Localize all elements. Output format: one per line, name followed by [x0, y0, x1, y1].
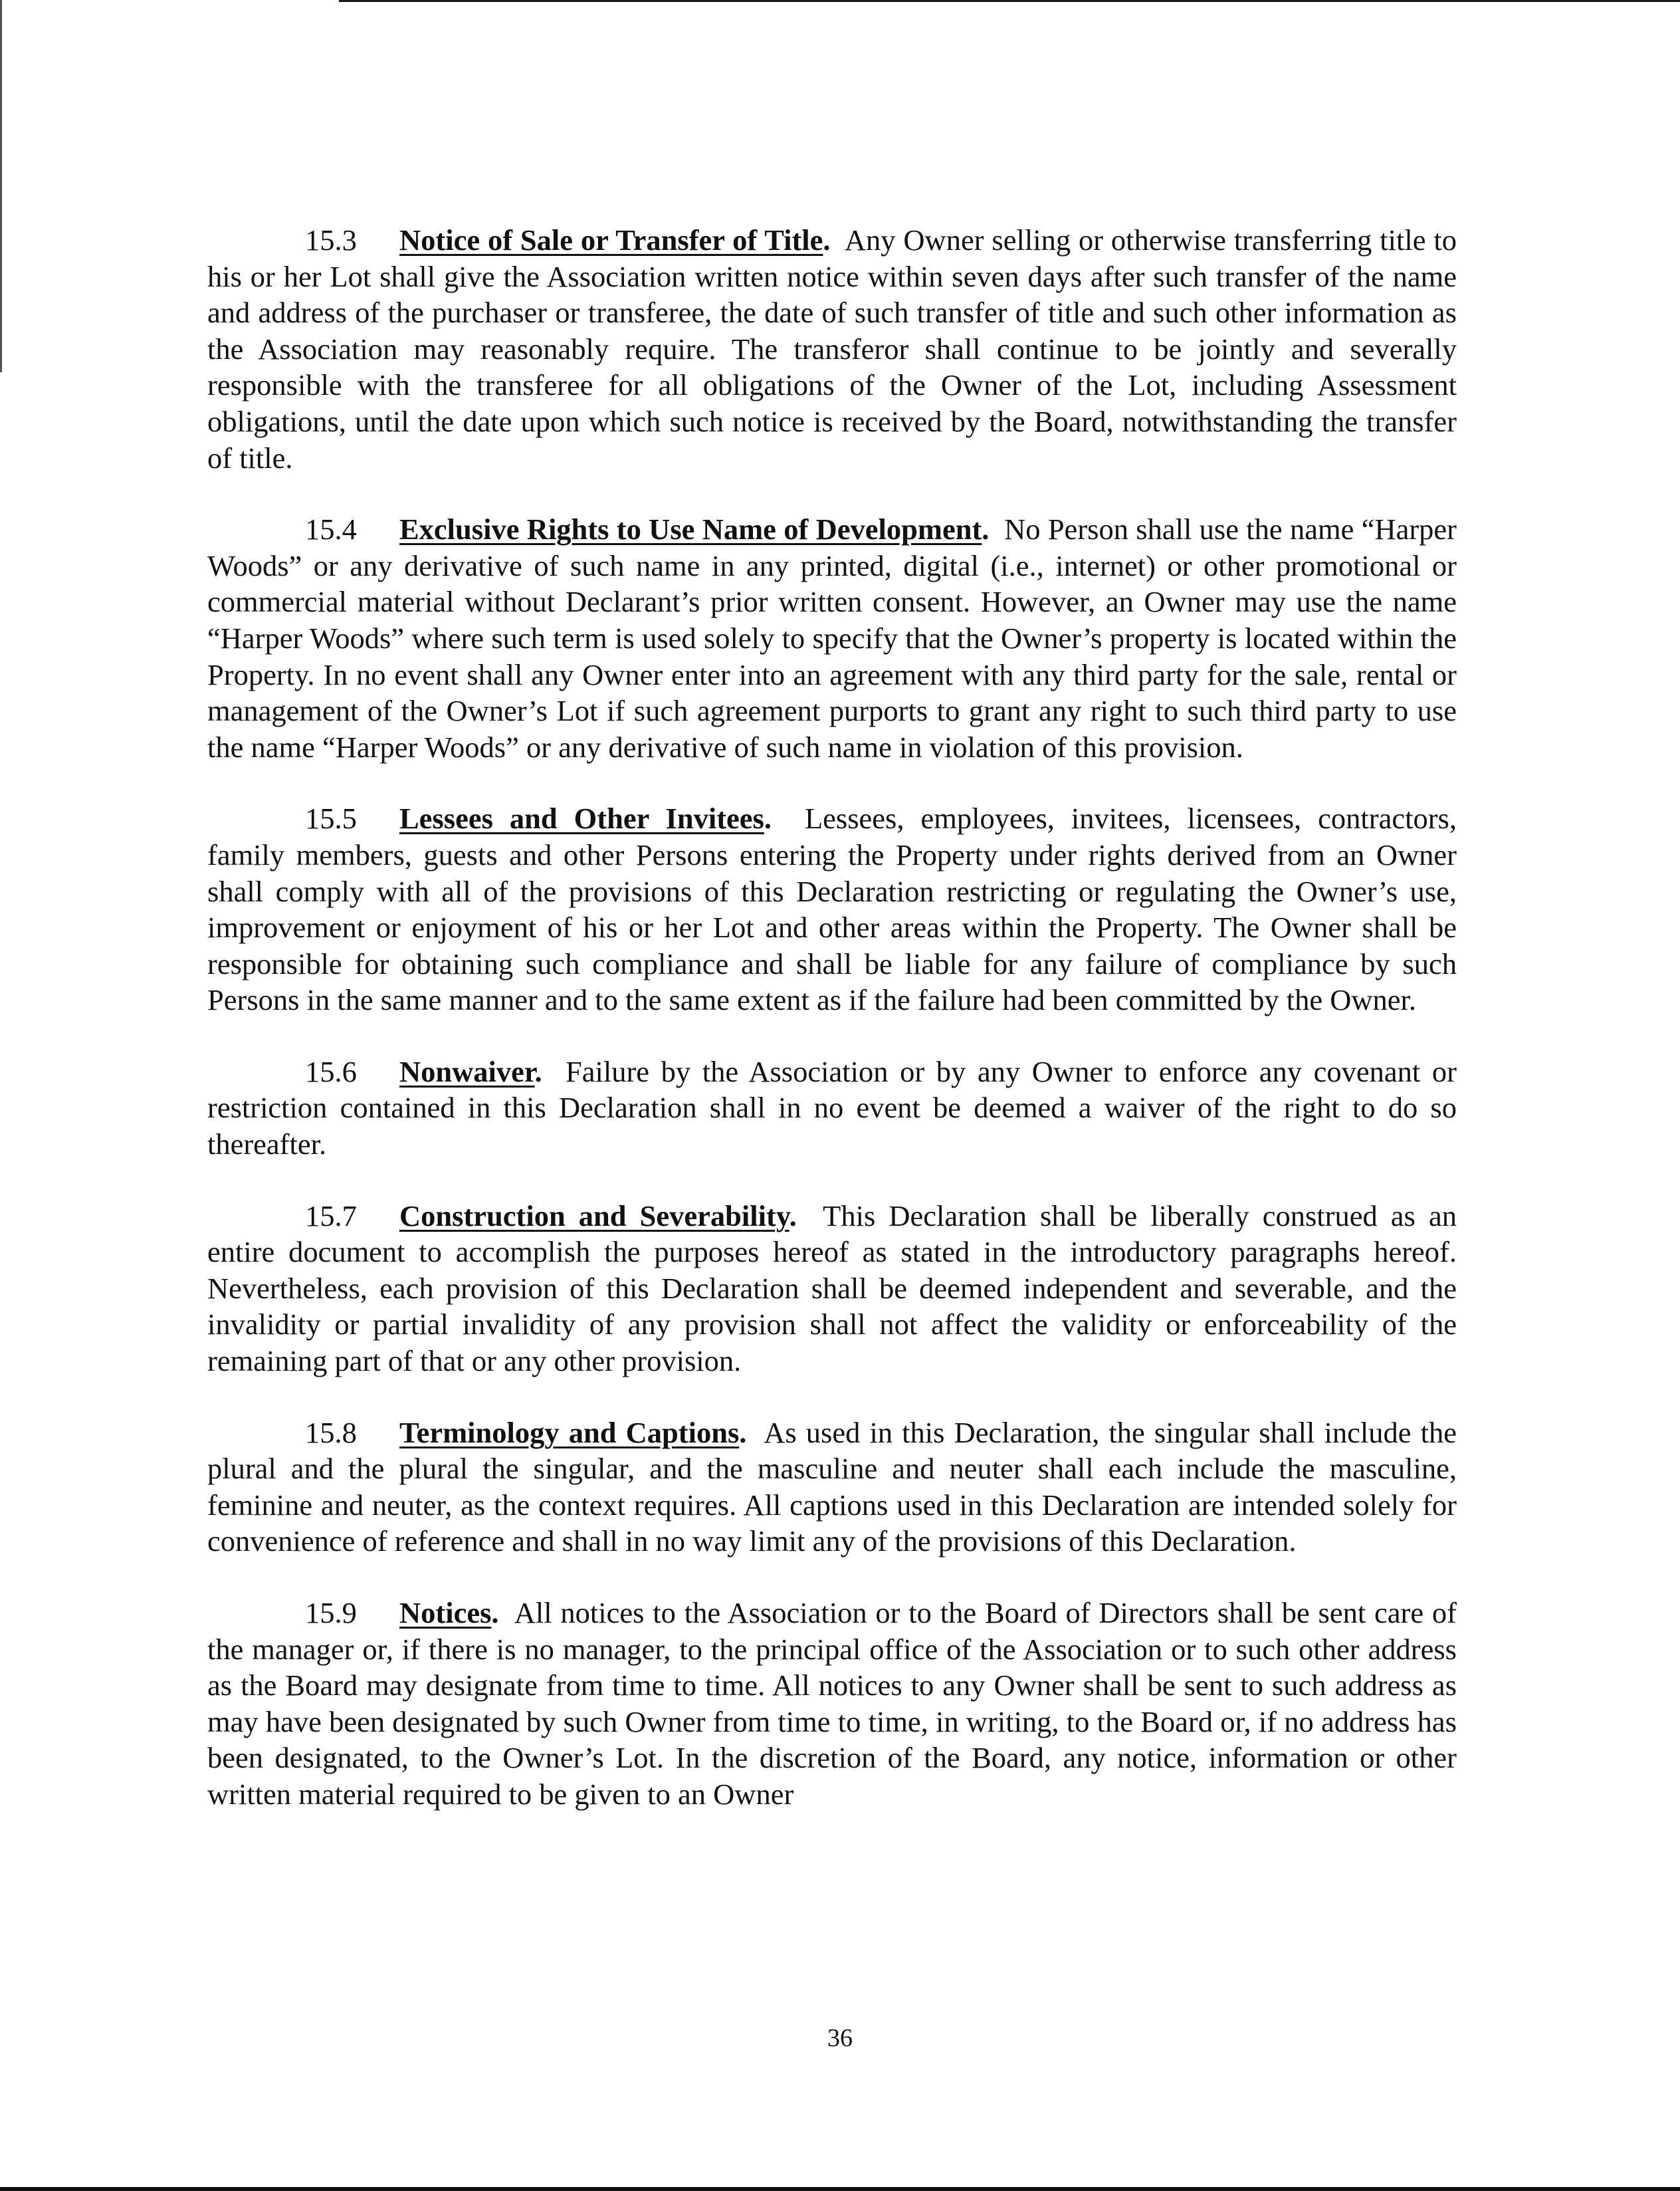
section-number: 15.9 — [305, 1596, 357, 1629]
section-number: 15.3 — [305, 223, 357, 257]
page-number: 36 — [827, 2024, 853, 2052]
section-15-9: 15.9 Notices. All notices to the Association or to the Board of Directors shall be sent care of the manager or, if there is no manager, to the principal office of the Association or to such other address as the Board may designate from time to time. All notices to any Owner shall be sent to such address as may have been designated by such Owner from time to time, in writing, to the Board or, if no address has been designated, to the Owner’s Lot. In the discretion of the Board, any notice, information or other written material required to be given to an Owner — [207, 1596, 1457, 1811]
section-number: 15.8 — [305, 1415, 357, 1449]
scan-left-edge-line — [0, 0, 2, 372]
section-heading: Nonwaiver — [399, 1054, 535, 1088]
section-text: As used in this Declaration, the singular shall include the plural and the plural the singular, and the masculine and neuter shall each include the masculine, feminine and neuter, as the context requires. All captions used in this Declaration are intended solely for convenience of reference and shall in no way limit any of the provisions of this Declaration. — [207, 1415, 1457, 1558]
section-number: 15.5 — [305, 802, 357, 836]
section-number: 15.4 — [305, 513, 357, 546]
section-text: Lessees, employees, invitees, licensees, contractors, family members, guests and other Persons entering the Property under rights derived from an Owner shall comply with all of the provisions of this Declaration restricting or regulating the Owner’s use, improvement or enjoyment of his or her Lot and other areas within the Property. The Owner shall be responsible for obtaining such compliance and shall be liable for any failure of compliance by such Persons in the same manner and to the same extent as if the failure had been committed by the Owner. — [207, 802, 1457, 1017]
section-text: Any Owner selling or otherwise transferring title to his or her Lot shall give the Association written notice within seven days after such transfer of the name and address of the purchaser or transferee, the date of such transfer of title and such other information as the Association may reasonably require. The transferor shall continue to be jointly and severally responsible with the transferee for all obligations of the Owner of the Lot, including Assessment obligations, until the date upon which such notice is received by the Board, notwithstanding the transfer of title. — [207, 223, 1457, 475]
section-number: 15.7 — [305, 1199, 357, 1232]
section-number: 15.6 — [305, 1054, 357, 1088]
section-text: No Person shall use the name “Harper Woods” or any derivative of such name in any printed, digital (i.e., internet) or other promotional or commercial material without Declarant’s prior written consent. However, an Owner may use the name “Harper Woods” where such term is used solely to specify that the Owner’s property is located within the Property. In no event shall any Owner enter into an agreement with any third party for the sale, rental or management of the Owner’s Lot if such agreement purports to grant any right to such third party to use the name “Harper Woods” or any derivative of such name in violation of this provision. — [207, 513, 1457, 764]
section-heading: Notices — [399, 1596, 492, 1629]
document-body — [207, 222, 1457, 1848]
section-heading: Construction and Severability — [399, 1199, 789, 1232]
section-15-3: 15.3 Notice of Sale or Transfer of Title. Any Owner selling or otherwise transferring title to his or her Lot shall give the Association written notice within seven days after such transfer of the name and address of the purchaser or transferee, the date of such transfer of title and such other information as the Association may reasonably require. The transferor shall continue to be jointly and severally responsible with the transferee for all obligations of the Owner of the Lot, including Assessment obligations, until the date upon which such notice is received by the Board, notwithstanding the transfer of title. — [207, 223, 1457, 475]
section-text: Failure by the Association or by any Owner to enforce any covenant or restriction contained in this Declaration shall in no event be deemed a waiver of the right to do so thereafter. — [207, 1054, 1457, 1161]
section-15-7: 15.7 Construction and Severability. This Declaration shall be liberally construed as an entire document to accomplish the purposes hereof as stated in the introductory paragraphs hereof. Nevertheless, each provision of this Declaration shall be deemed independent and severable, and the invalidity or partial invalidity of any provision shall not affect the validity or enforceability of the remaining part of that or any other provision. — [207, 1199, 1457, 1378]
scan-top-edge-line — [339, 0, 1680, 2]
section-text: All notices to the Association or to the Board of Directors shall be sent care of the manager or, if there is no manager, to the principal office of the Association or to such other address as the Board may designate from time to time. All notices to any Owner shall be sent to such address as may have been designated by such Owner from time to time, in writing, to the Board or, if no address has been designated, to the Owner’s Lot. In the discretion of the Board, any notice, information or other written material required to be given to an Owner — [207, 1596, 1457, 1811]
section-15-4: 15.4 Exclusive Rights to Use Name of Development. No Person shall use the name “Harper Woods” or any derivative of such name in any printed, digital (i.e., internet) or other promotional or commercial material without Declarant’s prior written consent. However, an Owner may use the name “Harper Woods” where such term is used solely to specify that the Owner’s property is located within the Property. In no event shall any Owner enter into an agreement with any third party for the sale, rental or management of the Owner’s Lot if such agreement purports to grant any right to such third party to use the name “Harper Woods” or any derivative of such name in violation of this provision. — [207, 513, 1457, 764]
section-text: This Declaration shall be liberally construed as an entire document to accomplish the purposes hereof as stated in the introductory paragraphs hereof. Nevertheless, each provision of this Declaration shall be deemed independent and severable, and the invalidity or partial invalidity of any provision shall not affect the validity or enforceability of the remaining part of that or any other provision. — [207, 1199, 1457, 1378]
section-heading: Terminology and Captions — [399, 1415, 740, 1449]
scan-bottom-edge-line — [0, 2187, 1680, 2191]
section-15-8: 15.8 Terminology and Captions. As used in this Declaration, the singular shall include the plural and the plural the singular, and the masculine and neuter shall each include the masculine, feminine and neuter, as the context requires. All captions used in this Declaration are intended solely for convenience of reference and shall in no way limit any of the provisions of this Declaration. — [207, 1415, 1457, 1558]
section-heading: Exclusive Rights to Use Name of Development — [399, 513, 982, 546]
section-heading: Notice of Sale or Transfer of Title — [399, 223, 823, 257]
section-15-5: 15.5 Lessees and Other Invitees. Lessees, employees, invitees, licensees, contractors, family members, guests and other Persons entering the Property under rights derived from an Owner shall comply with all of the provisions of this Declaration restricting or regulating the Owner’s use, improvement or enjoyment of his or her Lot and other areas within the Property. The Owner shall be responsible for obtaining such compliance and shall be liable for any failure of compliance by such Persons in the same manner and to the same extent as if the failure had been committed by the Owner. — [207, 802, 1457, 1017]
section-heading: Lessees and Other Invitees — [399, 802, 764, 836]
section-15-6: 15.6 Nonwaiver. Failure by the Association or by any Owner to enforce any covenant or restriction contained in this Declaration shall in no event be deemed a waiver of the right to do so thereafter. — [207, 1054, 1457, 1161]
